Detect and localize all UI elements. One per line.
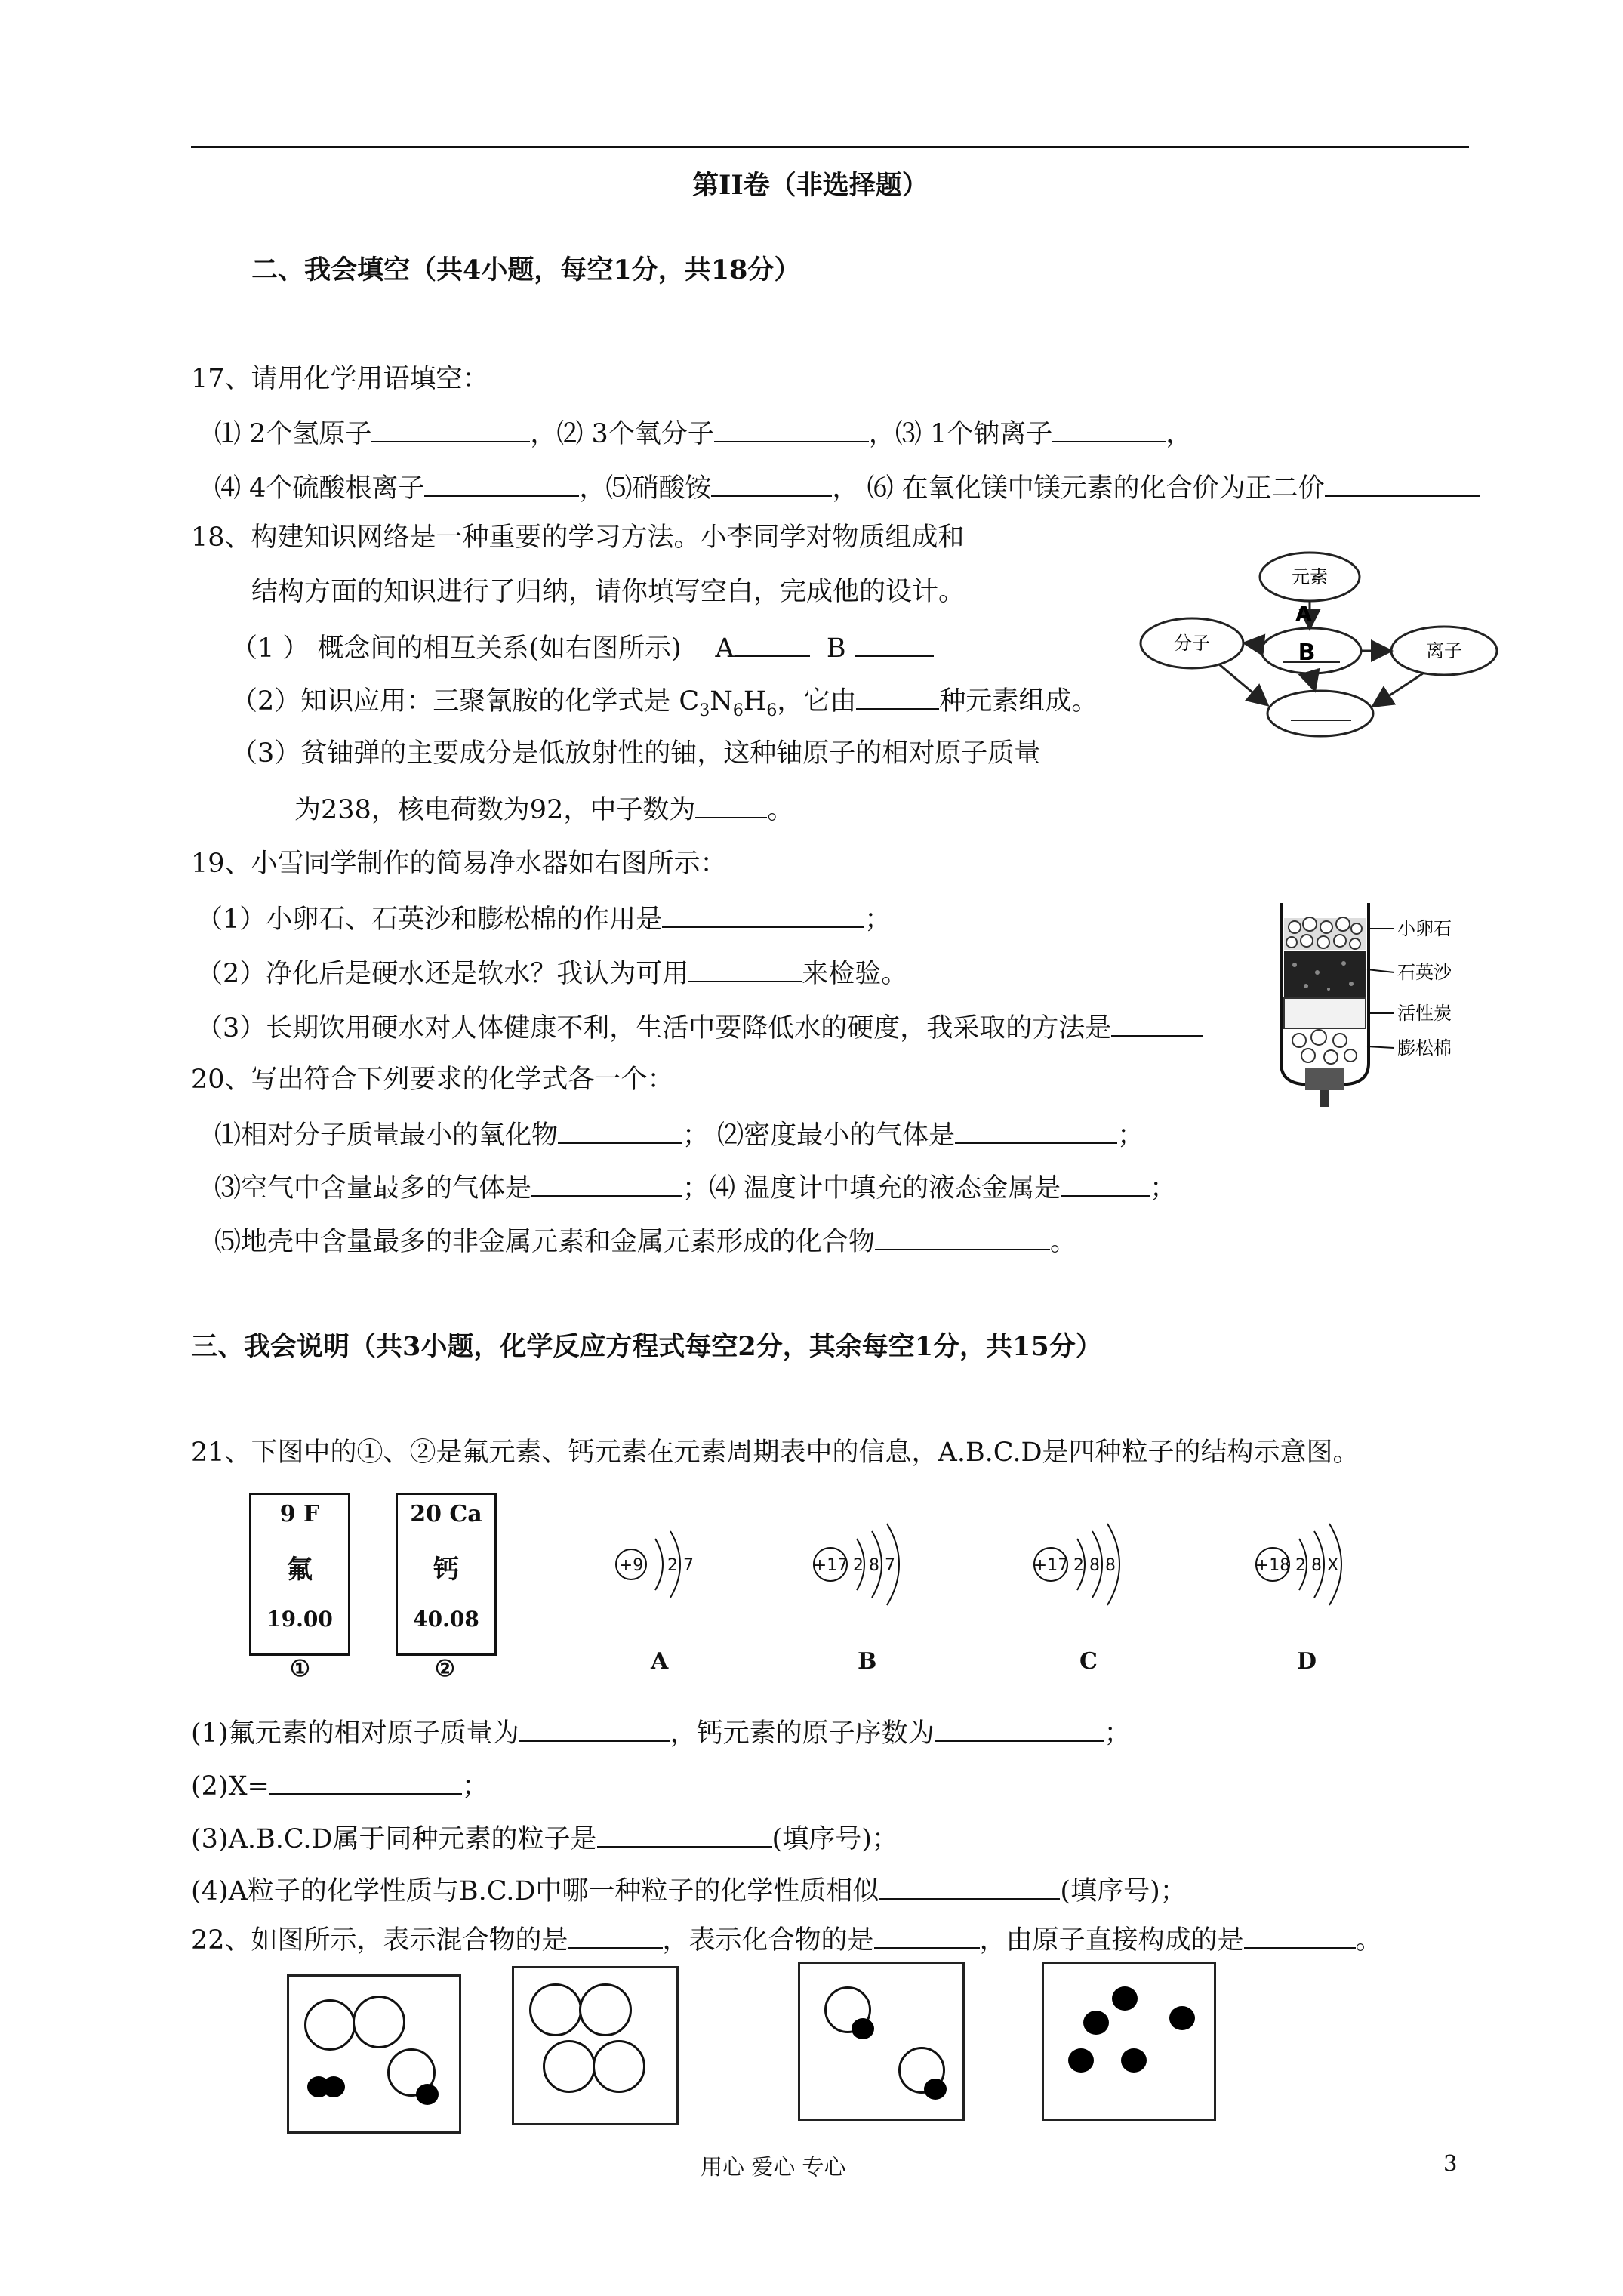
- atom-d: [1255, 1524, 1341, 1675]
- atom-d-nucleus: +18: [1255, 1556, 1291, 1575]
- carbon-layer: [1284, 998, 1366, 1028]
- leader-sand: [1367, 969, 1394, 972]
- element-card-calcium: [396, 1493, 497, 1656]
- q22-stem: 22、如图所示，表示混合物的是 ，表示化合物的是 ，由原子直接构成的是 。: [191, 1922, 1382, 1957]
- header-rule: [191, 146, 1469, 148]
- atom-b-label: B: [858, 1648, 877, 1675]
- q20-line3: ⑸地壳中含量最多的非金属元素和金属元素形成的化合物 。: [214, 1223, 1076, 1259]
- q20-line2: ⑶空气中含量最多的气体是 ；⑷ 温度计中填充的液态金属是 ；: [214, 1170, 1176, 1205]
- answer-blank[interactable]: [879, 1872, 1060, 1900]
- q18-part1: （1 ） 概念间的相互关系(如右图所示) A B: [231, 630, 934, 665]
- black-particle: [416, 2084, 439, 2105]
- q20-line1: ⑴相对分子质量最小的氧化物 ； ⑵密度最小的气体是 ；: [214, 1117, 1144, 1152]
- q17-line1: ⑴ 2个氢原子 ，⑵ 3个氧分子 ，⑶ 1个钠离子 ，: [214, 415, 1192, 451]
- q18-part3: （3）贫铀弹的主要成分是低放射性的铀，这种铀原子的相对原子质量: [231, 738, 1041, 769]
- concept-diagram: [1129, 545, 1551, 749]
- node-bottom: [1267, 691, 1373, 736]
- filter-outlet: [1320, 1090, 1329, 1107]
- filter-cap: [1305, 1068, 1344, 1090]
- atom-c-shells: 2 8 8: [1073, 1556, 1116, 1575]
- answer-blank[interactable]: [531, 1170, 682, 1197]
- white-particle: [543, 2040, 596, 2093]
- black-particle: [1083, 2011, 1109, 2035]
- answer-blank[interactable]: [1052, 415, 1166, 442]
- atom-a-nucleus: +9: [618, 1556, 644, 1575]
- white-particle: [593, 2040, 645, 2093]
- atom-b-nucleus: +17: [812, 1556, 848, 1575]
- page-number: 3: [1443, 2150, 1458, 2176]
- answer-blank[interactable]: [558, 1117, 682, 1144]
- answer-blank[interactable]: [856, 683, 939, 710]
- q18-stem: 18、构建知识网络是一种重要的学习方法。小李同学对物质组成和: [191, 522, 965, 553]
- q19-stem: 19、小雪同学制作的简易净水器如右图所示：: [191, 849, 727, 879]
- particle-box-3: [798, 1962, 965, 2121]
- q21-part1: (1)氟元素的相对原子质量为 ，钙元素的原子序数为 ；: [191, 1715, 1131, 1750]
- footer-motto: 用心 爱心 专心: [701, 2154, 846, 2180]
- q21-part4: (4)A粒子的化学性质与B.C.D中哪一种粒子的化学性质相似 (填序号)；: [191, 1872, 1187, 1908]
- q19-part3: （3）长期饮用硬水对人体健康不利，生活中要降低水的硬度，我采取的方法是: [196, 1009, 1203, 1045]
- q17-stem: 17、请用化学用语填空：: [191, 364, 489, 394]
- label-pebble: 小卵石: [1397, 918, 1452, 939]
- particle-box-4: [1042, 1962, 1216, 2121]
- answer-blank[interactable]: [695, 791, 767, 818]
- particle-box-2: [512, 1966, 679, 2125]
- answer-blank[interactable]: [874, 1922, 980, 1949]
- answer-blank[interactable]: [568, 1922, 663, 1949]
- section-title: 第II卷（非选择题）: [692, 170, 929, 201]
- white-particle: [353, 1996, 405, 2048]
- label-a: A: [1295, 601, 1312, 626]
- black-particle: [924, 2079, 947, 2100]
- q17-line2: ⑷ 4个硫酸根离子 ，⑸硝酸铵 ， ⑹ 在氧化镁中镁元素的化合价为正二价: [214, 470, 1480, 505]
- card-name: 氟: [287, 1555, 313, 1585]
- label-carbon: 活性炭: [1397, 1003, 1452, 1024]
- card-mass: 19.00: [266, 1607, 333, 1632]
- black-particle: [1121, 2048, 1147, 2073]
- answer-blank[interactable]: [855, 630, 934, 657]
- water-filter-diagram: [1272, 897, 1491, 1131]
- answer-blank[interactable]: [688, 955, 802, 982]
- atom-b: [813, 1524, 899, 1675]
- label-sand: 石英沙: [1397, 962, 1452, 983]
- q19-part1: （1）小卵石、石英沙和膨松棉的作用是 ；: [196, 901, 891, 936]
- answer-blank[interactable]: [1111, 1009, 1203, 1037]
- card-mass: 40.08: [413, 1607, 479, 1632]
- q20-stem: 20、写出符合下列要求的化学式各一个：: [191, 1065, 674, 1095]
- answer-blank[interactable]: [875, 1223, 1050, 1250]
- white-particle: [529, 1983, 582, 2036]
- element-card-fluorine: [249, 1493, 350, 1656]
- white-particle: [579, 1983, 632, 2036]
- label-cotton: 膨松棉: [1397, 1037, 1452, 1059]
- leader-cotton: [1367, 1046, 1394, 1048]
- q18-part2: （2）知识应用：三聚氰胺的化学式是 $C_3N_6H_6$，它由 种元素组成。: [231, 683, 1098, 728]
- q18-part3b: 为238，核电荷数为92，中子数为 。: [294, 791, 793, 827]
- arrow-b-to-molecule: [1246, 643, 1261, 645]
- atom-structure-diagrams: [596, 1518, 1397, 1691]
- q19-part2: （2）净化后是硬水还是软水？我认为可用 来检验。: [196, 955, 907, 991]
- answer-blank[interactable]: [597, 1820, 772, 1848]
- card-number: 9 F: [279, 1501, 320, 1527]
- section-3-heading: 三、我会说明（共3小题，化学反应方程式每空2分，其余每空1分，共15分）: [191, 1331, 1102, 1362]
- atom-c-nucleus: +17: [1033, 1556, 1069, 1575]
- arrow-molecule-to-bottom: [1219, 664, 1266, 704]
- card-mark-1: ①: [290, 1656, 310, 1682]
- answer-blank[interactable]: [662, 901, 864, 928]
- black-particle: [1068, 2048, 1094, 2073]
- answer-blank[interactable]: [269, 1767, 462, 1795]
- arrow-ion-to-bottom: [1375, 673, 1423, 705]
- black-particle: [1112, 1986, 1138, 2011]
- atom-a: [616, 1531, 694, 1675]
- answer-blank[interactable]: [1244, 1922, 1356, 1949]
- answer-blank[interactable]: [711, 470, 832, 497]
- node-element-label: 元素: [1292, 566, 1328, 587]
- black-particle: [1169, 2006, 1195, 2030]
- answer-blank[interactable]: [1061, 1170, 1150, 1197]
- atom-d-label: D: [1297, 1648, 1317, 1675]
- black-particle: [852, 2018, 874, 2039]
- section-2-heading: 二、我会填空（共4小题，每空1分，共18分）: [251, 254, 801, 285]
- atom-d-shells: 2 8 X: [1295, 1556, 1339, 1575]
- q21-stem: 21、下图中的①、②是氟元素、钙元素在元素周期表中的信息，A.B.C.D是四种粒子的结构示意图。: [191, 1438, 1360, 1468]
- particle-box-1: [287, 1974, 461, 2134]
- atom-c: [1033, 1524, 1119, 1675]
- label-b: B: [1298, 639, 1316, 666]
- answer-blank[interactable]: [424, 470, 579, 497]
- arrow-b-to-bottom: [1310, 673, 1314, 689]
- q21-part3: (3)A.B.C.D属于同种元素的粒子是 (填序号)；: [191, 1820, 898, 1856]
- q18-stem2: 结构方面的知识进行了归纳，请你填写空白，完成他的设计。: [251, 577, 965, 607]
- answer-blank[interactable]: [519, 1715, 670, 1742]
- answer-blank[interactable]: [371, 415, 530, 442]
- atom-a-shells: 2 7: [667, 1556, 694, 1575]
- card-mark-2: ②: [435, 1656, 455, 1682]
- card-name: 钙: [433, 1555, 459, 1585]
- answer-blank[interactable]: [935, 1715, 1104, 1742]
- atom-a-label: A: [651, 1648, 669, 1675]
- white-particle: [304, 1999, 356, 2051]
- q21-part2: (2)X= ；: [191, 1767, 488, 1803]
- answer-blank[interactable]: [714, 415, 869, 442]
- sand-layer: [1284, 951, 1366, 997]
- card-number: 20 Ca: [410, 1501, 482, 1527]
- atom-c-label: C: [1079, 1648, 1098, 1675]
- answer-blank[interactable]: [735, 630, 810, 657]
- node-ion-label: 离子: [1426, 640, 1462, 661]
- answer-blank[interactable]: [1325, 470, 1480, 497]
- node-molecule-label: 分子: [1174, 633, 1210, 654]
- answer-blank[interactable]: [955, 1117, 1117, 1144]
- black-particle: [322, 2076, 345, 2097]
- atom-b-shells: 2 8 7: [853, 1556, 895, 1575]
